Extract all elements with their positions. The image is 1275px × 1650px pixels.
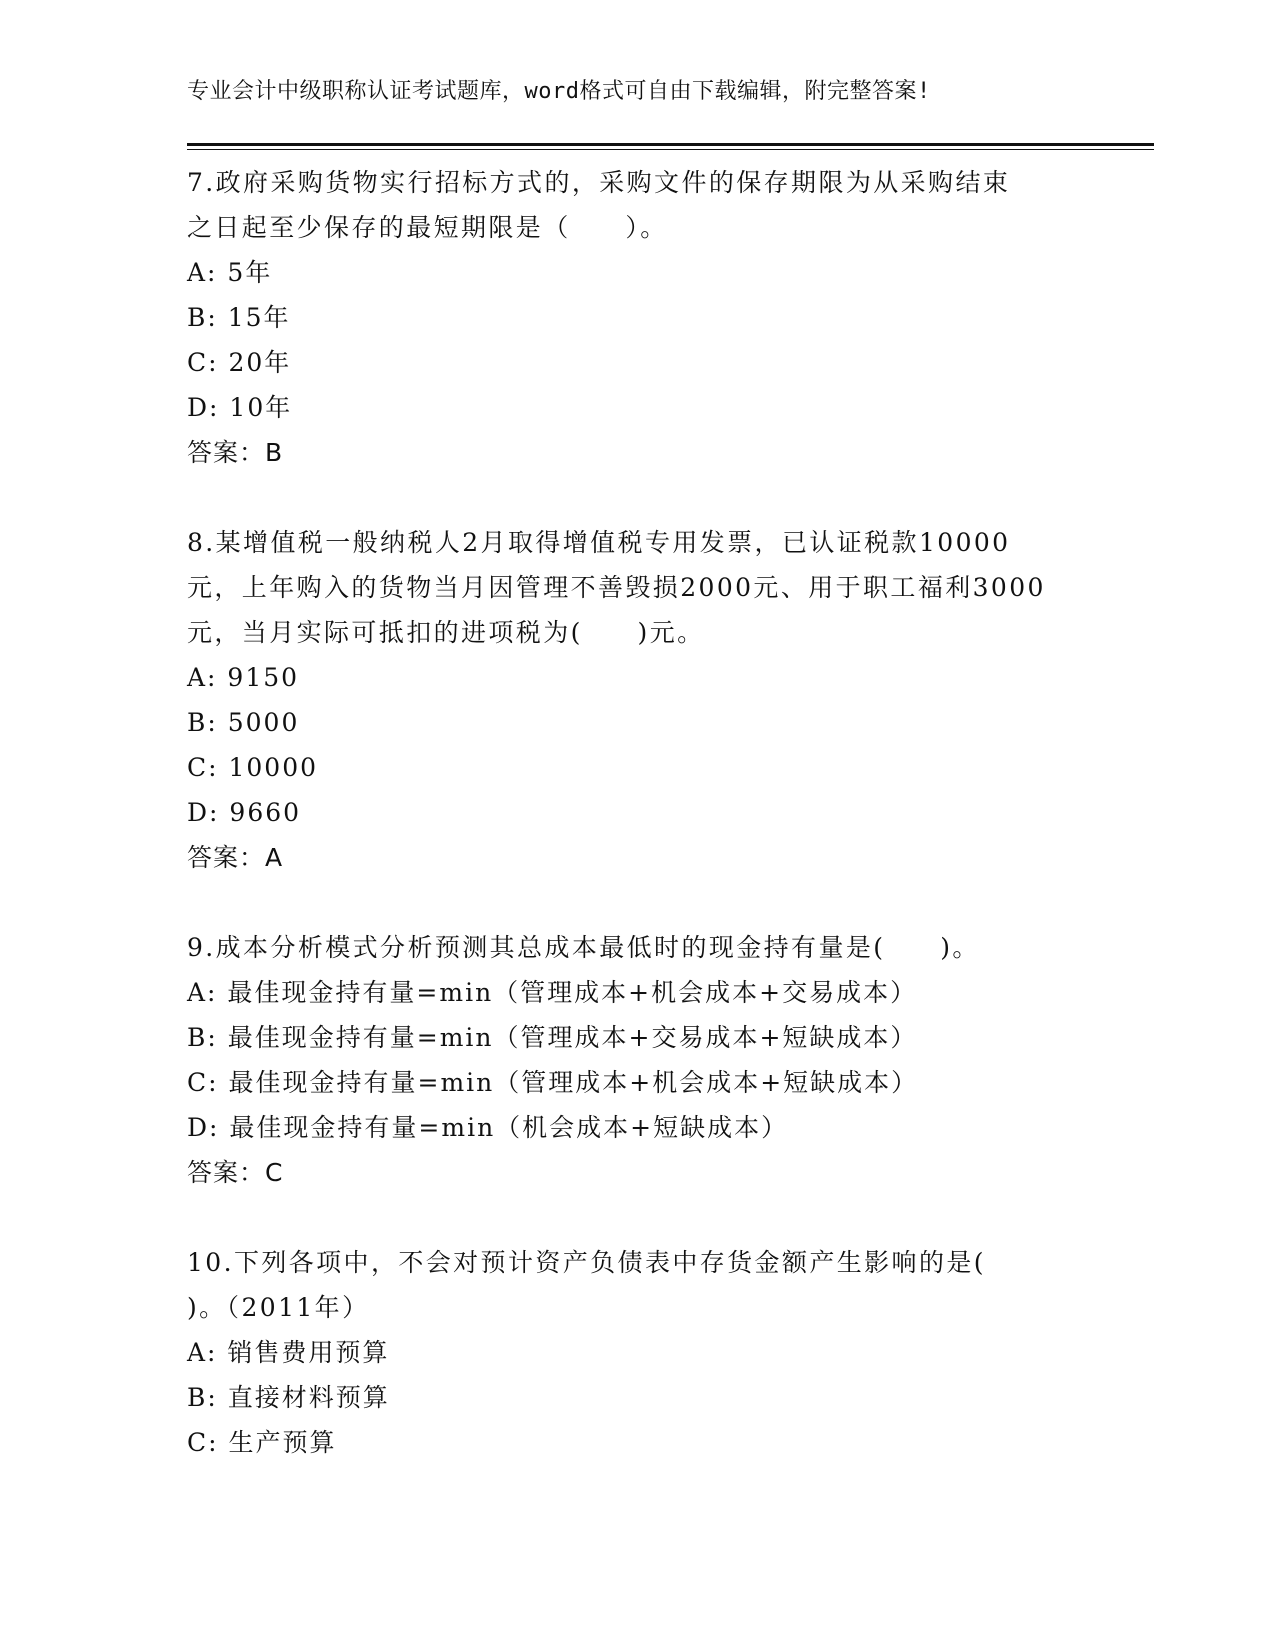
question-text-line: )。（2011年） [187,1293,370,1322]
option-a: A: 最佳现金持有量=min（管理成本+机会成本+交易成本） [187,978,918,1007]
option-a: A: 销售费用预算 [187,1338,390,1367]
question-8 [187,520,1107,880]
page-header: 专业会计中级职称认证考试题库，word格式可自由下载编辑，附完整答案! [187,79,931,104]
header-rule-thick [187,143,1154,146]
question-text-line: 元，上年购入的货物当月因管理不善毁损2000元、用于职工福利3000 [187,573,1046,602]
question-text-line: 7.政府采购货物实行招标方式的，采购文件的保存期限为从采购结束 [187,168,1011,197]
option-b: B: 直接材料预算 [187,1383,390,1412]
answer: 答案：A [187,843,284,872]
option-c: C: 20年 [187,348,292,377]
option-d: D: 10年 [187,393,293,422]
question-text-line: 之日起至少保存的最短期限是（ ）。 [187,213,668,242]
question-text-line: 元，当月实际可抵扣的进项税为( )元。 [187,618,705,647]
spacer [187,880,1107,925]
option-c: C: 10000 [187,753,319,782]
answer: 答案：B [187,438,284,467]
option-b: B: 5000 [187,708,300,737]
spacer [187,1195,1107,1240]
answer: 答案：C [187,1158,284,1187]
question-10 [187,1240,1107,1465]
option-d: D: 9660 [187,798,302,827]
option-c: C: 生产预算 [187,1428,337,1457]
question-9 [187,925,1107,1195]
question-7 [187,160,1107,475]
question-text-line: 9.成本分析模式分析预测其总成本最低时的现金持有量是( )。 [187,933,980,962]
option-c: C: 最佳现金持有量=min（管理成本+机会成本+短缺成本） [187,1068,919,1097]
question-list [187,160,1107,1465]
option-a: A: 5年 [187,258,273,287]
spacer [187,475,1107,520]
header-rule-thin [187,149,1154,150]
option-d: D: 最佳现金持有量=min（机会成本+短缺成本） [187,1113,789,1142]
question-text-line: 8.某增值税一般纳税人2月取得增值税专用发票，已认证税款10000 [187,528,1011,557]
question-text-line: 10.下列各项中，不会对预计资产负债表中存货金额产生影响的是( [187,1248,986,1277]
option-a: A: 9150 [187,663,300,692]
option-b: B: 最佳现金持有量=min（管理成本+交易成本+短缺成本） [187,1023,918,1052]
option-b: B: 15年 [187,303,291,332]
